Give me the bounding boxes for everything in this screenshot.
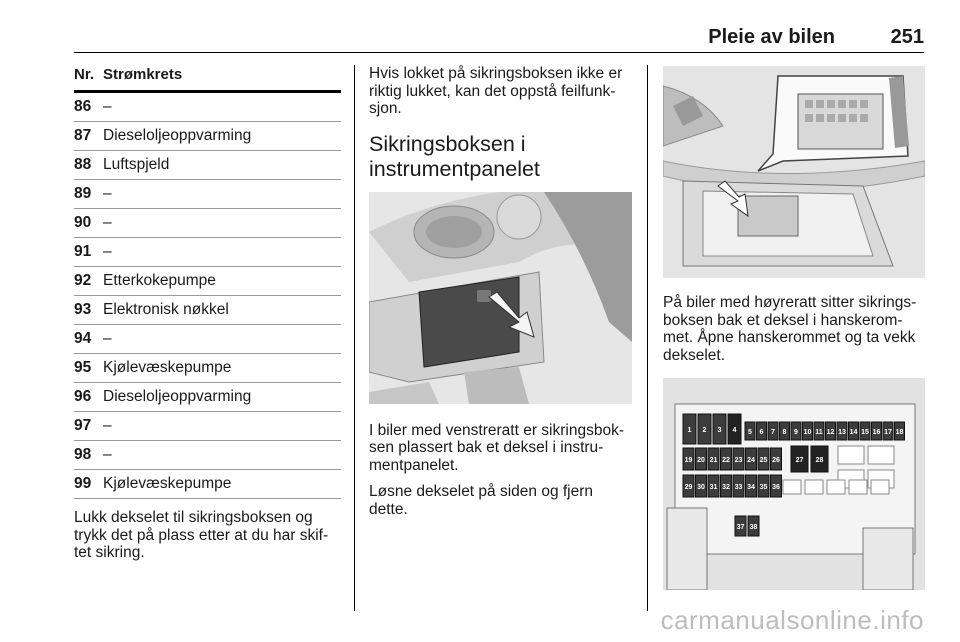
fuse-label: 5 bbox=[748, 429, 752, 436]
fuse-label: 20 bbox=[697, 457, 705, 464]
table-row bbox=[74, 209, 341, 238]
fuse-label: 9 bbox=[794, 429, 798, 436]
column-divider-1 bbox=[354, 65, 355, 611]
fuse-label: 6 bbox=[759, 429, 764, 436]
empty-slot bbox=[871, 480, 889, 494]
fuse-label: 15 bbox=[861, 429, 869, 436]
fuse-number: 87 bbox=[74, 127, 92, 144]
fuse-label: 19 bbox=[684, 457, 693, 464]
fuse-label: 8 bbox=[782, 429, 787, 436]
circuit-name: Luftspjeld bbox=[103, 156, 170, 173]
rhd-location-paragraph: På biler med høyreratt sitter sikrings-boksen bak et deksel i hanskerom-met. Åpne hanskerommet og ta vekk dekselet. bbox=[663, 294, 917, 364]
empty-slot bbox=[805, 480, 823, 494]
column-divider-2 bbox=[647, 65, 648, 611]
circuit-name: – bbox=[103, 214, 112, 231]
fuse-label: 29 bbox=[684, 484, 693, 491]
connector-left bbox=[667, 508, 707, 590]
table-row bbox=[74, 470, 341, 499]
empty-slot bbox=[849, 480, 867, 494]
fuse-number: 89 bbox=[74, 185, 92, 202]
table-row bbox=[74, 93, 341, 122]
fuse-number: 92 bbox=[74, 272, 92, 289]
circuit-name: Elektronisk nøkkel bbox=[103, 301, 229, 318]
table-row bbox=[74, 441, 341, 470]
fuse-label: 24 bbox=[747, 457, 755, 464]
fuse-label: 30 bbox=[697, 484, 705, 491]
fuse-label: 13 bbox=[838, 429, 846, 436]
section-heading: Sikringsboksen i instrumentpanelet bbox=[369, 131, 540, 181]
table-row bbox=[74, 412, 341, 441]
circuit-name: Etterkokepumpe bbox=[103, 272, 216, 289]
fuse-label: 35 bbox=[759, 484, 768, 491]
rhd-glovebox-illustration bbox=[663, 66, 925, 278]
column-1 bbox=[74, 60, 341, 577]
fuse-label: 1 bbox=[687, 427, 692, 434]
connector-right bbox=[863, 528, 913, 590]
fuse-label: 16 bbox=[872, 429, 881, 436]
circuit-name: Dieseloljeoppvarming bbox=[103, 388, 252, 405]
table-row bbox=[74, 296, 341, 325]
remove-cover-paragraph: Løsne dekselet på siden og fjern dette. bbox=[369, 483, 594, 518]
lhd-location-paragraph: I biler med venstreratt er sikringsbok-sen plassert bak et deksel i instru-mentpanelet. bbox=[369, 421, 624, 474]
circuit-name: Kjølevæskepumpe bbox=[103, 475, 232, 492]
watermark: carmanualsonline.info bbox=[660, 605, 924, 635]
fuse-label: 33 bbox=[734, 484, 743, 491]
circuit-name: – bbox=[103, 98, 112, 115]
circuit-name: Kjølevæskepumpe bbox=[103, 359, 232, 376]
header-rule bbox=[74, 52, 924, 53]
fuse-number: 99 bbox=[74, 475, 92, 492]
fuse-label: 2 bbox=[702, 427, 707, 434]
circuit-name: Dieseloljeoppvarming bbox=[103, 127, 252, 144]
table-row bbox=[74, 122, 341, 151]
fuse-label: 10 bbox=[803, 429, 812, 436]
fuse-label: 28 bbox=[815, 457, 824, 464]
fuse-number: 96 bbox=[74, 388, 92, 405]
close-cover-paragraph: Lukk dekselet til sikringsboksen og trykk det på plass etter at du har skif-tet sikring. bbox=[74, 509, 329, 561]
circuit-name: – bbox=[103, 446, 112, 463]
column-header-nr: Nr. bbox=[74, 66, 95, 83]
intro-paragraph: Hvis lokket på sikringsboksen ikke er riktig lukket, kan det oppstå feilfunk-sjon. bbox=[369, 65, 623, 117]
fuse-label: 27 bbox=[795, 457, 804, 464]
lhd-fusebox-illustration bbox=[369, 192, 632, 404]
table-row bbox=[74, 180, 341, 209]
table-row bbox=[74, 383, 341, 412]
fuse-number: 86 bbox=[74, 98, 92, 115]
column-header-circuit: Strømkrets bbox=[103, 66, 183, 83]
fuse-label: 25 bbox=[759, 457, 768, 464]
empty-slot bbox=[783, 480, 801, 494]
fuse-label: 7 bbox=[771, 429, 775, 436]
circuit-name: – bbox=[103, 417, 112, 434]
fuse-number: 91 bbox=[74, 243, 92, 260]
circuit-name: – bbox=[103, 243, 112, 260]
column-2 bbox=[369, 65, 632, 518]
table-row bbox=[74, 325, 341, 354]
fuse-label: 18 bbox=[895, 429, 904, 436]
fuse-label: 4 bbox=[732, 427, 737, 434]
circuit-name: – bbox=[103, 185, 112, 202]
fuse-number: 90 bbox=[74, 214, 92, 231]
fuse-label: 22 bbox=[722, 457, 730, 464]
fuse-label: 31 bbox=[709, 484, 718, 491]
table-row bbox=[74, 354, 341, 383]
fuse-label: 14 bbox=[849, 429, 858, 436]
fuse-number: 94 bbox=[74, 330, 92, 347]
fuse-number: 98 bbox=[74, 446, 92, 463]
fuse-label: 3 bbox=[717, 427, 722, 434]
fuse-number: 88 bbox=[74, 156, 92, 173]
empty-slot bbox=[838, 446, 864, 464]
table-header bbox=[74, 60, 341, 93]
fuse-label: 37 bbox=[736, 524, 745, 531]
fuse-label: 36 bbox=[772, 484, 780, 491]
fuse-label: 12 bbox=[826, 429, 835, 436]
fuse-label: 38 bbox=[749, 524, 758, 531]
circuit-name: – bbox=[103, 330, 112, 347]
empty-slot bbox=[827, 480, 845, 494]
fuse-label: 11 bbox=[815, 429, 823, 436]
page-header bbox=[0, 0, 960, 60]
fuse-label: 17 bbox=[884, 429, 892, 436]
fuse-label: 26 bbox=[772, 457, 780, 464]
page-number: 251 bbox=[890, 26, 924, 48]
fuse-number: 93 bbox=[74, 301, 92, 318]
fuse-label: 34 bbox=[747, 484, 755, 491]
fuse-label: 21 bbox=[709, 457, 718, 464]
table-row bbox=[74, 267, 341, 296]
table-row bbox=[74, 151, 341, 180]
table-body bbox=[74, 93, 341, 499]
fusebox-layout-diagram bbox=[663, 378, 925, 590]
fuse-label: 32 bbox=[722, 484, 730, 491]
fuse-number: 97 bbox=[74, 417, 92, 434]
fuse-number: 95 bbox=[74, 359, 92, 376]
page-title: Pleie av bilen bbox=[708, 26, 835, 48]
table-row bbox=[74, 238, 341, 267]
column-3 bbox=[663, 65, 925, 590]
empty-slot bbox=[868, 446, 894, 464]
fuse-label: 23 bbox=[734, 457, 743, 464]
